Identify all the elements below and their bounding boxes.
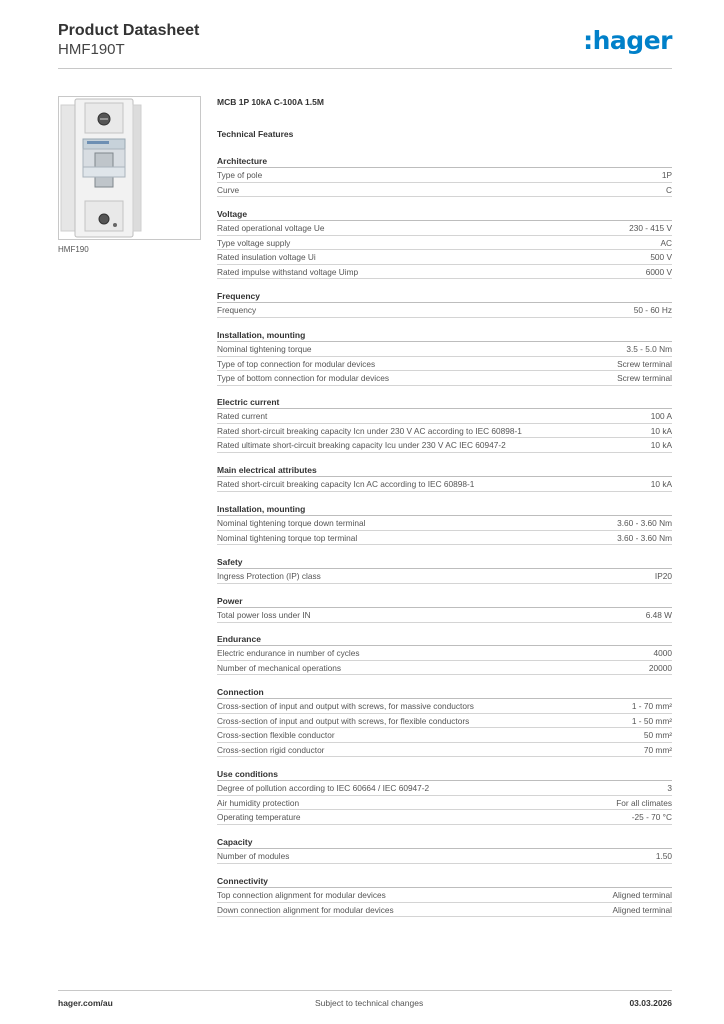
feature-label: Nominal tightening torque down terminal [217, 518, 366, 528]
feature-row [217, 699, 672, 714]
feature-section [217, 875, 672, 917]
feature-value: 4000 [653, 648, 672, 658]
feature-row [217, 250, 672, 265]
feature-label: Type voltage supply [217, 237, 291, 248]
feature-label: Curve [217, 184, 240, 195]
feature-row [217, 516, 672, 531]
feature-row [217, 357, 672, 372]
feature-row [217, 183, 672, 198]
feature-label: Operating temperature [217, 812, 301, 823]
feature-value: -25 - 70 °C [631, 812, 672, 823]
feature-row [217, 371, 672, 386]
feature-label: Type of top connection for modular devices [217, 358, 376, 369]
feature-row [217, 743, 672, 758]
product-image [58, 96, 201, 240]
section-title: Electric current [217, 396, 672, 409]
image-caption: HMF190 [58, 245, 89, 254]
section-title: Safety [217, 556, 672, 569]
feature-label: Cross-section of input and output with screws, for flexible conductors [217, 715, 470, 726]
feature-value: 70 mm² [643, 744, 672, 755]
feature-value: 10 kA [650, 440, 672, 451]
feature-section [217, 633, 672, 675]
feature-label: Cross-section flexible conductor [217, 730, 335, 741]
feature-row [217, 265, 672, 280]
feature-label: Rated operational voltage Ue [217, 223, 325, 233]
technical-features-title: Technical Features [217, 129, 294, 139]
section-title: Connectivity [217, 875, 672, 888]
header [58, 22, 199, 58]
feature-value: 1 - 70 mm² [631, 701, 672, 711]
feature-label: Ingress Protection (IP) class [217, 571, 321, 581]
feature-value: 10 kA [650, 425, 672, 436]
feature-row [217, 810, 672, 825]
feature-value: 3.60 - 3.60 Nm [617, 518, 672, 528]
feature-value: 20000 [648, 662, 672, 673]
feature-label: Rated short-circuit breaking capacity Icn under 230 V AC according to IEC 60898-1 [217, 425, 522, 436]
feature-section [217, 556, 672, 584]
feature-row [217, 849, 672, 864]
feature-row [217, 531, 672, 546]
feature-row [217, 646, 672, 661]
footer-notice: Subject to technical changes [315, 998, 424, 1008]
feature-value: 1P [661, 170, 672, 180]
feature-value: 6000 V [645, 266, 672, 277]
feature-section [217, 329, 672, 386]
feature-row [217, 477, 672, 492]
feature-label: Rated current [217, 411, 268, 421]
feature-row [217, 661, 672, 676]
feature-value: Aligned terminal [612, 890, 672, 900]
feature-value: 6.48 W [645, 610, 672, 620]
footer-website: hager.com/au [58, 998, 113, 1008]
product-name: MCB 1P 10kA C-100A 1.5M [217, 97, 324, 107]
feature-value: 500 V [650, 252, 672, 263]
feature-label: Rated short-circuit breaking capacity Icn AC according to IEC 60898-1 [217, 479, 475, 489]
feature-row [217, 303, 672, 318]
feature-value: 50 mm² [643, 730, 672, 741]
feature-row [217, 236, 672, 251]
feature-section [217, 595, 672, 623]
datasheet-content [217, 96, 672, 140]
feature-row [217, 903, 672, 918]
feature-label: Number of mechanical operations [217, 662, 342, 673]
feature-value: 50 - 60 Hz [633, 305, 672, 315]
feature-label: Rated ultimate short-circuit breaking capacity Icu under 230 V AC IEC 60947-2 [217, 440, 506, 451]
feature-row [217, 168, 672, 183]
feature-value: 3.60 - 3.60 Nm [617, 532, 672, 543]
feature-row [217, 409, 672, 424]
footer-date: 03.03.2026 [629, 998, 672, 1008]
feature-value: Aligned terminal [612, 904, 672, 915]
feature-row [217, 796, 672, 811]
section-title: Main electrical attributes [217, 464, 672, 477]
feature-value: IP20 [654, 571, 672, 581]
feature-section [217, 155, 672, 197]
feature-label: Cross-section rigid conductor [217, 744, 325, 755]
feature-row [217, 728, 672, 743]
feature-label: Air humidity protection [217, 797, 300, 808]
feature-label: Type of bottom connection for modular devices [217, 373, 390, 384]
feature-value: C [666, 184, 672, 195]
feature-value: 3 [667, 783, 672, 793]
feature-label: Degree of pollution according to IEC 60664 / IEC 60947-2 [217, 783, 430, 793]
footer-divider [58, 990, 672, 991]
section-title: Architecture [217, 155, 672, 168]
feature-label: Rated insulation voltage Ui [217, 252, 316, 263]
section-title: Endurance [217, 633, 672, 646]
document-title: Product Datasheet [58, 22, 200, 39]
feature-value: Screw terminal [617, 358, 672, 369]
feature-section [217, 768, 672, 825]
document-subtitle: HMF190T [58, 41, 125, 58]
feature-row [217, 608, 672, 623]
feature-label: Electric endurance in number of cycles [217, 648, 360, 658]
feature-section [217, 396, 672, 453]
feature-label: Frequency [217, 305, 257, 315]
feature-label: Rated impulse withstand voltage Uimp [217, 266, 359, 277]
section-title: Voltage [217, 208, 672, 221]
feature-section [217, 503, 672, 545]
feature-label: Number of modules [217, 851, 290, 861]
feature-label: Top connection alignment for modular devices [217, 890, 386, 900]
feature-section [217, 208, 672, 279]
feature-label: Type of pole [217, 170, 263, 180]
header-divider [58, 68, 672, 69]
feature-label: Nominal tightening torque top terminal [217, 532, 358, 543]
circuit-breaker-icon [59, 97, 200, 239]
feature-row [217, 438, 672, 453]
feature-row [217, 342, 672, 357]
feature-row [217, 569, 672, 584]
feature-row [217, 781, 672, 796]
section-title: Connection [217, 686, 672, 699]
feature-label: Down connection alignment for modular devices [217, 904, 394, 915]
section-title: Capacity [217, 836, 672, 849]
feature-row [217, 714, 672, 729]
feature-row [217, 888, 672, 903]
feature-section [217, 290, 672, 318]
section-title: Installation, mounting [217, 503, 672, 516]
feature-label: Cross-section of input and output with screws, for massive conductors [217, 701, 474, 711]
feature-value: 1.50 [655, 851, 672, 861]
feature-row [217, 424, 672, 439]
feature-value: 100 A [650, 411, 672, 421]
hager-logo: :hager [583, 26, 672, 55]
feature-value: 10 kA [650, 479, 672, 489]
feature-value: 1 - 50 mm² [631, 715, 672, 726]
feature-value: AC [660, 237, 672, 248]
feature-section [217, 836, 672, 864]
feature-section [217, 464, 672, 492]
feature-label: Nominal tightening torque [217, 344, 312, 354]
feature-section [217, 686, 672, 757]
feature-label: Total power loss under IN [217, 610, 311, 620]
feature-value: 230 - 415 V [629, 223, 672, 233]
feature-value: For all climates [616, 797, 672, 808]
section-title: Use conditions [217, 768, 672, 781]
feature-value: 3.5 - 5.0 Nm [626, 344, 672, 354]
feature-value: Screw terminal [617, 373, 672, 384]
feature-row [217, 221, 672, 236]
section-title: Frequency [217, 290, 672, 303]
section-title: Installation, mounting [217, 329, 672, 342]
section-title: Power [217, 595, 672, 608]
